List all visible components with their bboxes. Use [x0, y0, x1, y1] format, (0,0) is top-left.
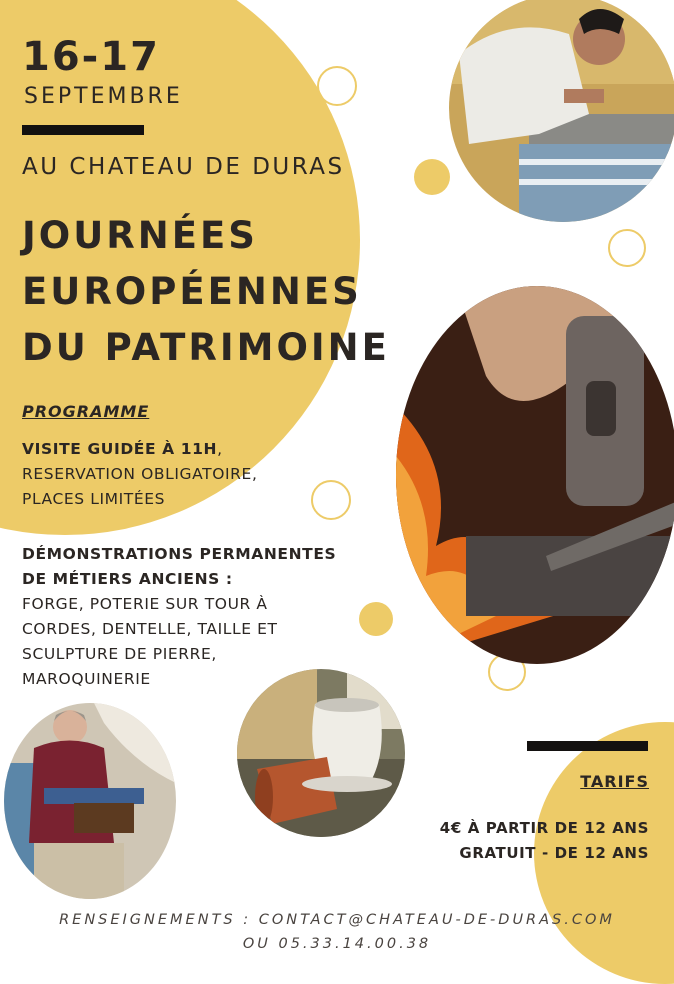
event-month: SEPTEMBRE [24, 84, 183, 109]
visit-comma: , [217, 440, 223, 458]
demos-block [22, 542, 336, 692]
demos-line: MAROQUINERIE [22, 670, 151, 688]
demos-title-line: DÉMONSTRATIONS PERMANENTES [22, 545, 337, 563]
divider-bar [527, 741, 648, 751]
price-line: 4€ À PARTIR DE 12 ANS [439, 819, 649, 837]
visit-line: RESERVATION OBLIGATOIRE, [22, 465, 258, 483]
dot-decoration [359, 602, 393, 636]
lacemaker-photo [4, 703, 176, 899]
ring-decoration [317, 66, 357, 106]
stone-carver-photo [449, 0, 674, 222]
visit-line: PLACES LIMITÉES [22, 490, 166, 508]
venue-line: AU CHATEAU DE DURAS [22, 154, 345, 180]
demos-title-line: DE MÉTIERS ANCIENS : [22, 570, 233, 588]
title-line: DU PATRIMOINE [22, 326, 390, 369]
prices-block [440, 816, 649, 866]
contact-email-line: RENSEIGNEMENTS : CONTACT@CHATEAU-DE-DURAS.COM [59, 912, 615, 928]
dot-decoration [414, 159, 450, 195]
event-title [22, 208, 390, 376]
programme-heading: PROGRAMME [22, 402, 150, 421]
ring-decoration [608, 229, 646, 267]
demos-line: SCULPTURE DE PIERRE, [22, 645, 217, 663]
ring-decoration [311, 480, 351, 520]
demos-line: CORDES, DENTELLE, TAILLE ET [22, 620, 278, 638]
visit-title: VISITE GUIDÉE À 11H [22, 440, 218, 458]
event-date: 16-17 [22, 34, 160, 80]
price-line: GRATUIT - DE 12 ANS [459, 844, 649, 862]
blacksmith-forge-photo [396, 286, 674, 664]
contact-info [0, 908, 674, 956]
title-line: EUROPÉENNES [22, 270, 362, 313]
tarifs-heading: TARIFS [580, 772, 649, 791]
contact-phone-line: OU 05.33.14.00.38 [242, 936, 432, 952]
visit-block [22, 437, 257, 512]
demos-line: FORGE, POTERIE SUR TOUR À [22, 595, 268, 613]
divider-bar [22, 125, 144, 135]
pottery-photo [237, 669, 405, 837]
title-line: JOURNÉES [22, 214, 258, 257]
